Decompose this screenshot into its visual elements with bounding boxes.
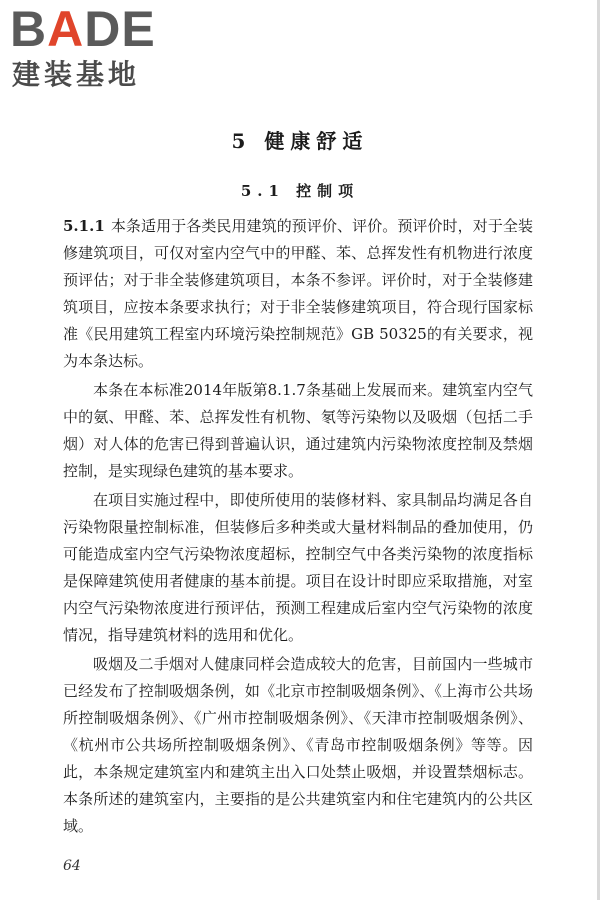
page-number: 64 [63, 858, 81, 874]
section-title: 5.1 控制项 [240, 182, 360, 200]
logo-wordmark [10, 1, 156, 57]
clause-paragraph-1-text: 本条适用于各类民用建筑的预评价、评价。预评价时，对于全装修建筑项目，可仅对室内空气中的甲醛、苯、总挥发性有机物进行浓度预评估；对于非全装修建筑项目，本条不参评。评价时，对于全装修建筑项目，应按本条要求执行；对于非全装修建筑项目，符合现行国家标准《民用建筑工程室内环境污染控制规范》GB 50325的有关要求，视为本条达标。 [63, 217, 533, 370]
logo-subtitle: 建装基地 [12, 58, 141, 91]
clause-body [63, 213, 533, 842]
clause-paragraph-1 [63, 213, 533, 375]
chapter-title: 5 健康舒适 [231, 129, 369, 153]
clause-paragraph-2: 本条在本标准2014年版第8.1.7条基础上发展而来。建筑室内空气中的氨、甲醛、苯、总挥发性有机物、氡等污染物以及吸烟（包括二手烟）对人体的危害已得到普遍认识，通过建筑内污染物浓度控制及禁烟控制，是实现绿色建筑的基本要求。 [63, 381, 533, 480]
clause-number: 5.1.1 [63, 217, 105, 235]
bade-logo [10, 1, 180, 94]
logo-letters-de: DE [84, 1, 156, 57]
clause-paragraph-3: 在项目实施过程中，即使所使用的装修材料、家具制品均满足各自污染物限量控制标准，但装修后多种类或大量材料制品的叠加使用，仍可能造成室内空气污染物浓度超标，控制空气中各类污染物的浓度指标是保障建筑使用者健康的基本前提。项目在设计时即应采取措施，对室内空气污染物浓度进行预评估，预测工程建成后室内空气污染物的浓度情况，指导建筑材料的选用和优化。 [63, 491, 533, 644]
logo-letter-a-accent: A [47, 1, 85, 57]
logo-letter-b: B [10, 1, 48, 57]
clause-paragraph-4: 吸烟及二手烟对人健康同样会造成较大的危害，目前国内一些城市已经发布了控制吸烟条例，如《北京市控制吸烟条例》、《上海市公共场所控制吸烟条例》、《广州市控制吸烟条例》、《天津市控制吸烟条例》、《杭州市公共场所控制吸烟条例》、《青岛市控制吸烟条例》等等。因此，本条规定建筑室内和建筑主出入口处禁止吸烟，并设置禁烟标志。本条所述的建筑室内，主要指的是公共建筑室内和住宅建筑内的公共区域。 [63, 655, 533, 835]
